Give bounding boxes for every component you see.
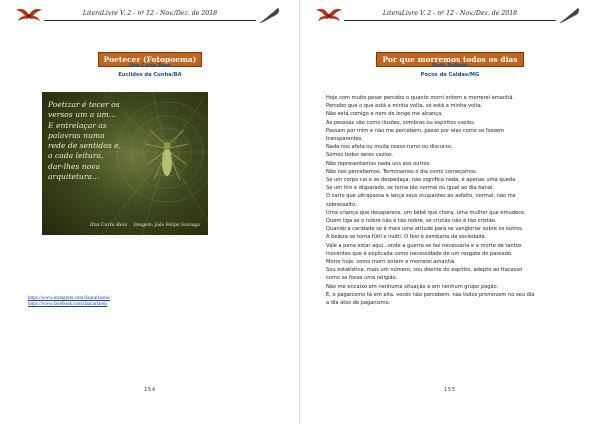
article-line: Vale a pena estar aqui...onde a guerra se faz necessária e a morte de tantos bbox=[326, 242, 522, 249]
article-title: Por que morremos todos os dias bbox=[376, 52, 523, 67]
article-line: sobressalto. bbox=[326, 201, 357, 208]
header-text: LiteraLivre V. 2 - nº 12 - Nov./Dez. de 2018 bbox=[382, 10, 518, 17]
poem-line: rede de sentidos e, bbox=[48, 141, 122, 151]
page-number: 155 bbox=[443, 387, 457, 393]
article-line: Nada nos afeta ou muda nosso rumo ou discurso. bbox=[326, 144, 453, 151]
poem-line: E entrelaçar as bbox=[48, 120, 107, 130]
article-line: Se um tiro é disparado, se torna tão normal ou igual ao dia banal. bbox=[326, 185, 494, 192]
article-line: a dia atos de paganismo. bbox=[326, 300, 391, 307]
poem-line: versos um a um... bbox=[48, 110, 116, 120]
author-name: Beth Faltahi bbox=[432, 63, 468, 69]
article-line: Uma criança que desaparece, um bebê que chora, uma mulher que emudece. bbox=[326, 209, 526, 216]
article-line: Se um corpo cai e se despedaça, não significa nada, é apenas uma queda. bbox=[326, 177, 517, 184]
article-line: Não está comigo e nem de longe me alcança. bbox=[326, 111, 443, 118]
right-page bbox=[300, 0, 600, 424]
poem-line: a cada leitura, bbox=[48, 151, 104, 161]
article-line: Sou estatística, mais um número, sou doente do espírito, adepto ao fracasso bbox=[326, 267, 523, 274]
page-number: 154 bbox=[143, 387, 157, 393]
article-line: Quem liga se o nobre não é tão nobre, se cristão não é tão cristão. bbox=[326, 218, 497, 225]
eagle-logo-icon bbox=[16, 6, 42, 24]
page-header bbox=[14, 6, 286, 26]
poem-line: palavras numa bbox=[48, 130, 105, 140]
quill-icon bbox=[558, 6, 582, 24]
poem-title: Poetecer (Fotopoema) bbox=[98, 52, 203, 67]
article-line: Não nos percebemos. Terminamos o dia como começamos. bbox=[326, 168, 478, 175]
article-line: Quando a caridade só é mais uma atitude para se vangloriar sobre os outros. bbox=[326, 226, 524, 233]
author-place: Euclides da Cunha/BA bbox=[118, 72, 182, 78]
article-line: Morro hoje, como morri ontem e morrerei amanhã. bbox=[326, 259, 456, 266]
social-links bbox=[28, 296, 110, 309]
author-name: Ilza Carla Reis bbox=[129, 63, 171, 69]
article-line: Percebo que o que está a minha volta, só está a minha volta. bbox=[326, 103, 483, 110]
article-line: inocentes que é explicada como necessidade de um resgate do passado. bbox=[326, 250, 513, 257]
article-line: Não representamos nada uns aos outros. bbox=[326, 160, 431, 167]
poem-signature: Ilza Carla Reis bbox=[90, 222, 128, 228]
eagle-logo-icon bbox=[316, 6, 342, 24]
header-text: LiteraLivre V. 2 - nº 12 - Nov./Dez. de 2018 bbox=[82, 10, 218, 17]
article-line: como se fosse uma religião. bbox=[326, 275, 398, 282]
poem-line: Poetizar é tecer os bbox=[48, 100, 120, 109]
facebook-link[interactable]: https://www.facebook.com/ilzacarlareis bbox=[28, 302, 108, 308]
article-line: Passam por mim e não me percebem, passo por elas como se fossem bbox=[326, 127, 505, 134]
article-line: A beleza se torna fútil e inútil. O feio é zombaria da sociedade. bbox=[326, 234, 487, 241]
poem-line: dar-lhes nova bbox=[48, 161, 100, 171]
article-line: Hoje com muito pesar percebo o quanto morri ontem e morrerei amanhã. bbox=[326, 95, 515, 101]
poem-text bbox=[48, 100, 198, 182]
instagram-link[interactable]: https://www.instagram.com/ilzacarlareis/ bbox=[28, 296, 111, 301]
quill-icon bbox=[258, 6, 282, 24]
article-line: transparentes. bbox=[326, 136, 364, 143]
poem-line: arquitetura... bbox=[48, 172, 100, 182]
article-line: Não me encaixo em nenhuma situação e em nenhum grupo pagão. bbox=[326, 283, 499, 290]
article-line: O carro que ultrapassa e lança seus ocupantes ao asfalto, normal, não me bbox=[326, 193, 516, 200]
image-credit: Imagem: João Felipe Gonzaga bbox=[133, 223, 200, 228]
article-line: É, o paganismo tá em alta, vocês não percebem, nas todos promovem no seu dia bbox=[326, 291, 535, 298]
page-header bbox=[314, 6, 586, 26]
article-line: As pessoas são como ilusões, sombras ou espíritos vazios. bbox=[326, 119, 476, 126]
header-rule bbox=[44, 20, 256, 21]
spider-web-photo bbox=[42, 92, 208, 235]
header-rule bbox=[344, 20, 556, 21]
article-line: Somos todos seres vazios. bbox=[326, 152, 394, 159]
article-body bbox=[326, 94, 582, 307]
author-place: Poços de Caldas/MG bbox=[420, 72, 480, 78]
